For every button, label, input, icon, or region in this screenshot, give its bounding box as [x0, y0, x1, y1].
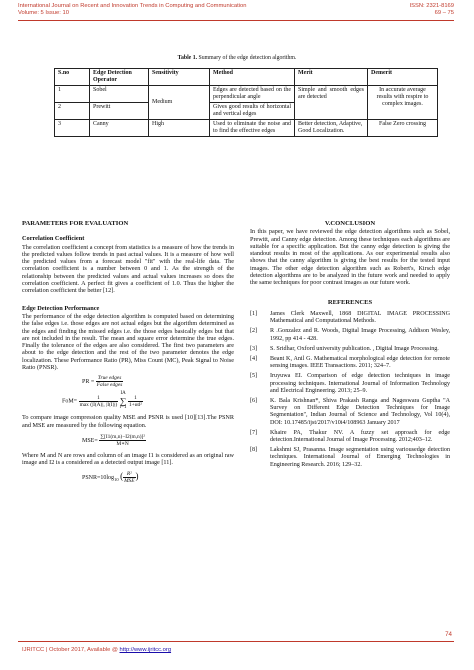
eq-pr-lhs: PR = [82, 379, 95, 386]
table-header-row [55, 69, 438, 86]
eq-mse-numerator: ∑[I1(m,n)−I2(m,n)]² [100, 433, 145, 440]
subheading-edge-performance: Edge Detection Performance [22, 304, 100, 312]
col-header-sno: S.no [55, 69, 90, 86]
reference-text: K. Bala Krishnan*, Shiva Prakash Ranga and Nageswara Guptha "A Survey on Different Edge Detection Techniques for Image Segmentation", Indian Journal of Science and Technology, Vol 10(4), DOI: 10.17485/ijst/2017/v10i4/108963 January 2017 [270, 398, 450, 426]
eq-psnr-numerator: R² [123, 471, 135, 478]
journal-issn: ISSN: 2321-8169 [409, 3, 454, 9]
reference-number: [5] [250, 373, 258, 380]
reference-item [250, 398, 450, 427]
left-column [22, 220, 234, 487]
reference-text: R .Gonzalez and R. Woods, Digital Image Processing, Addison Wesley, 1992, pp 414 - 428. [270, 328, 450, 342]
cell-sno: 3 [55, 120, 90, 137]
eq-fom-denominator2: 1+αd² [128, 401, 142, 408]
eq-fom-numerator2: 1 [128, 395, 143, 402]
eq-pr-denominator: False edges [96, 382, 123, 389]
paragraph-correlation: The correlation coefficient a concept from statistics is a measure of how the trends in the predicted values follow trends in past actual values. It is a measure of how well the predicted values from a forecast model "fit" with the real-life data. The correlation coefficient is a number between 0 and 1. As the strength of the relationship between the predicted values and actual values increases so does the correlation coefficient. A perfect fit gives a coefficient of 1.0. Thus the higher the correlation coefficient the better [12]. [22, 243, 234, 295]
summary-table [54, 68, 438, 137]
eq-psnr-fraction [123, 471, 135, 484]
eq-psnr-denominator: MSE [124, 477, 135, 484]
reference-item [250, 328, 450, 342]
cell-sensitivity: High [149, 120, 210, 137]
section-title-parameters: PARAMETERS FOR EVALUATION [22, 220, 129, 227]
eq-mse-denominator: M∗N [116, 440, 129, 447]
paragraph-edge-performance: The performance of the edge detection algorithm is computed based on determining the false edges i.e. those edges are not actual edges but the algorithm determined as the edges and finding the missed edges i.e. the those edges basically edges but that are not included in the result. The mean and square error determine the true edges. Finally the tolerance of the edges are also considered. The first two parameters are about to the edge detection and the rest of the two parameter denotes the edge localization. These Performance Ratio (PR), Miss Count (MC), Peak Signal to Noise Ratio (PNSR). [22, 312, 234, 372]
cell-demerit: In accurate average results with respire to complex images. [368, 86, 438, 120]
reference-number: [2] [250, 328, 258, 335]
eq-pr-numerator: True edges [96, 375, 124, 382]
col-header-merit: Merit [295, 69, 368, 86]
section-title-conclusion: V.CONCLUSION [324, 220, 376, 227]
cell-merit: Simple and smooth edges are detected [295, 86, 368, 120]
table-caption [0, 55, 474, 61]
table-row [55, 120, 438, 137]
reference-number: [4] [250, 355, 258, 362]
journal-volume: Volume: 5 Issue: 10 [18, 10, 69, 16]
table-row [55, 86, 438, 103]
eq-fom-denominator: max (|I(A)|, |I(I)|) [79, 401, 118, 408]
reference-item [250, 346, 450, 353]
cell-sno: 2 [55, 103, 90, 120]
cell-sensitivity: Medium [149, 86, 210, 120]
footer-rule [18, 641, 454, 642]
reference-item [250, 311, 450, 325]
references-list [250, 311, 450, 469]
footer [22, 647, 171, 653]
table-caption-label: Table 1. [177, 55, 198, 61]
eq-fom-fraction [79, 395, 119, 408]
eq-mse-lhs: MSE= [82, 437, 98, 444]
journal-issn-block [410, 3, 454, 17]
reference-number: [1] [250, 310, 258, 317]
paragraph-conclusion: In this paper, we have reviewed the edge detection algorithms such as Sobel, Prewitt, and Canny edge detection. Among these techniques each algorithms are suitable for a specific application. But the canny edge detection is giving the standout results in most of the applications. As our experimental results also shows that the canny algorithm is giving the best results for the tested input images. The other edge detection algorithm such as Robert's, Kirsch edge detection algorithms are to be analyzed in the future work and needed to apply the same techniques for poor contrast images as our future work. [250, 228, 450, 287]
col-header-operator: Edge Detection Operator [90, 69, 149, 86]
paragraph-mse-where: Where M and N are rows and column of an image I1 is considered as an original raw image and I2 is a considered as a detected output image [11]. [22, 451, 234, 467]
equation-fom [62, 391, 234, 411]
reference-number: [6] [250, 398, 258, 404]
reference-text: Lakshmi SJ, Prasanna. Image segmentation using variousedge detection techniques. International Journal of Emerging Technologies in Engineering Research. 2016; 129–32. [270, 447, 450, 468]
col-header-sensitivity: Sensitivity [149, 69, 210, 86]
reference-item [250, 373, 450, 395]
eq-fom-sum-sign: ∑ [119, 396, 127, 407]
reference-text: James Clerk Maxwell, 1868 DIGITAL IMAGE PROCESSING Mathematical and Computational Methods. [270, 310, 450, 325]
eq-mse-fraction [99, 434, 146, 447]
eq-fom-fraction2 [128, 395, 143, 408]
cell-sno: 1 [55, 86, 90, 103]
journal-pages: 69 – 75 [434, 10, 454, 16]
eq-fom-sum-top: IA [120, 391, 126, 397]
eq-fom-numerator: 1 [79, 395, 119, 402]
section-title-references: REFERENCES [327, 298, 373, 306]
cell-method: Used to eliminate the noise and to find the effective edges [210, 120, 295, 137]
reference-number: [8] [250, 447, 258, 454]
header-rule [18, 20, 454, 21]
eq-pr-fraction [96, 375, 124, 388]
cell-method: Edges are detected based on the perpendicular angle [210, 86, 295, 103]
paragraph-mse-intro: To compare image compression quality MSE and PSNR is used [10][13].The PSNR and MSE are measured by the following equation. [22, 414, 234, 429]
subheading-correlation: Correlation Coefficient [22, 235, 85, 243]
cell-operator: Prewitt [90, 103, 149, 120]
cell-method: Gives good results of horizontal and vertical edges [210, 103, 295, 120]
reference-text: Khaire PA, Thakur NV. A fuzzy set approach for edge detection.International Journal of Image Processing. 2012;403–12. [270, 429, 450, 444]
cell-demerit: False Zero crossing [368, 120, 438, 137]
footer-text: IJRITCC | October 2017, Available @ [22, 647, 120, 653]
reference-number: [7] [250, 429, 258, 436]
col-header-demerit: Demerit [368, 69, 438, 86]
eq-psnr-sub: 10 [114, 476, 119, 482]
eq-fom-sum-bottom: i=1 [119, 405, 127, 411]
page-number: 74 [445, 631, 452, 638]
eq-psnr-lhs: PSNR=10log [82, 474, 115, 481]
journal-header [18, 3, 246, 17]
cell-merit: Better detection, Adaptive, Good Localization. [295, 120, 368, 137]
equation-mse [82, 434, 234, 447]
reference-number: [3] [250, 345, 258, 352]
col-header-method: Method [210, 69, 295, 86]
reference-text: S. Sridhar, Oxford university publication. , Digital Image Processing. [270, 345, 439, 352]
eq-fom-lhs: FoM= [62, 398, 78, 405]
reference-item [250, 430, 450, 444]
reference-item [250, 447, 450, 469]
right-column [250, 220, 450, 472]
table-caption-text: Summary of the edge detection algorithm. [198, 55, 297, 61]
reference-text: Iruyuwa EI. Comparison of edge detection techniques in image processing techniques. International Journal of Information Technology and Electrical Engineering. 2013; 25–9. [270, 373, 450, 394]
eq-fom-sum [120, 391, 127, 411]
reference-item [250, 356, 450, 370]
cell-operator: Canny [90, 120, 149, 137]
journal-title: International Journal on Recent and Innovation Trends in Computing and Communication [18, 3, 247, 9]
cell-operator: Sobel [90, 86, 149, 103]
footer-link[interactable]: http://www.ijritcc.org [119, 647, 172, 653]
reference-text: Beant K, Anil G. Mathematical morphological edge detection for remote sensing images. IEEE Transactions. 2011; 324–7. [270, 355, 450, 370]
equation-pr [82, 375, 234, 388]
equation-psnr: $PSNR=10\log_{10}$ ( $\frac{\text{R²}}{\text{MSE}}$ ) [82, 470, 139, 484]
